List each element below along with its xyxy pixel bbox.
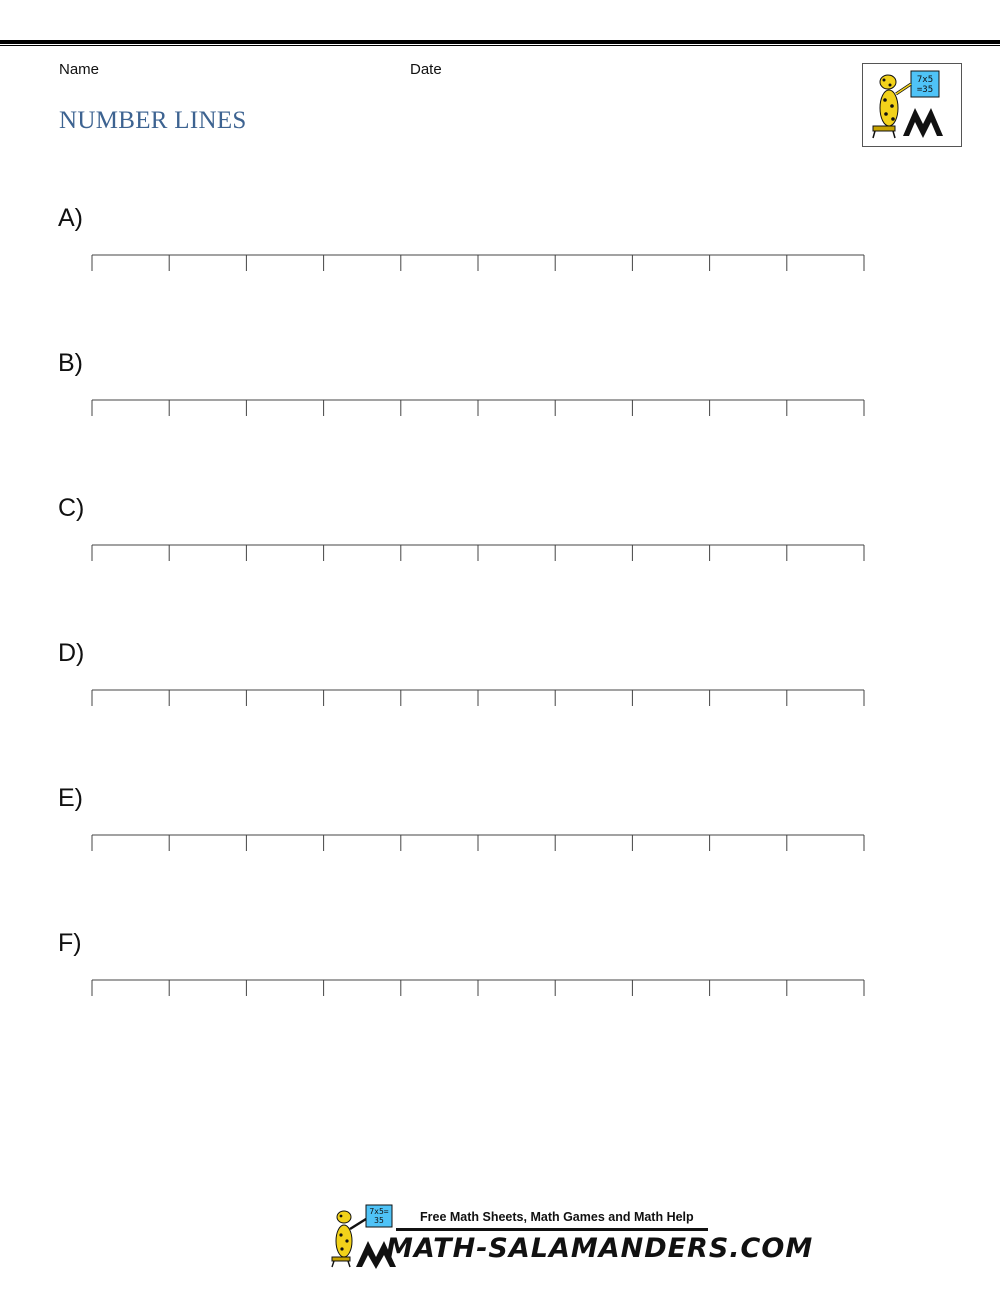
problem-d — [0, 639, 1000, 739]
logo-badge-line1: 7x5 — [916, 75, 934, 85]
number-line — [91, 689, 866, 707]
problem-label: F) — [58, 929, 82, 957]
problem-label: C) — [58, 494, 85, 522]
problem-b — [0, 349, 1000, 449]
number-line — [91, 834, 866, 852]
logo — [862, 63, 962, 147]
problem-a — [0, 204, 1000, 304]
date-label: Date — [410, 61, 442, 78]
footer-rule — [396, 1228, 708, 1231]
number-line — [91, 254, 866, 272]
problem-label: D) — [58, 639, 85, 667]
problem-label: E) — [58, 784, 83, 812]
problem-label: B) — [58, 349, 83, 377]
footer-badge-line2: 35 — [374, 1216, 384, 1225]
problem-c — [0, 494, 1000, 594]
footer-site-link[interactable]: MATH-SALAMANDERS.COM — [386, 1233, 814, 1264]
salamander-logo-icon — [863, 64, 961, 146]
footer-badge-line1: 7x5= — [369, 1207, 389, 1216]
problem-e — [0, 784, 1000, 884]
number-line — [91, 544, 866, 562]
number-line — [91, 979, 866, 997]
footer — [326, 1203, 814, 1269]
page-title: NUMBER LINES — [59, 107, 247, 134]
top-rule — [0, 40, 1000, 46]
problem-label: A) — [58, 204, 83, 232]
logo-badge-line2: =35 — [916, 85, 934, 95]
footer-tagline: Free Math Sheets, Math Games and Math Help — [420, 1210, 694, 1224]
problem-f — [0, 929, 1000, 1029]
name-label: Name — [59, 61, 100, 78]
number-line — [91, 399, 866, 417]
